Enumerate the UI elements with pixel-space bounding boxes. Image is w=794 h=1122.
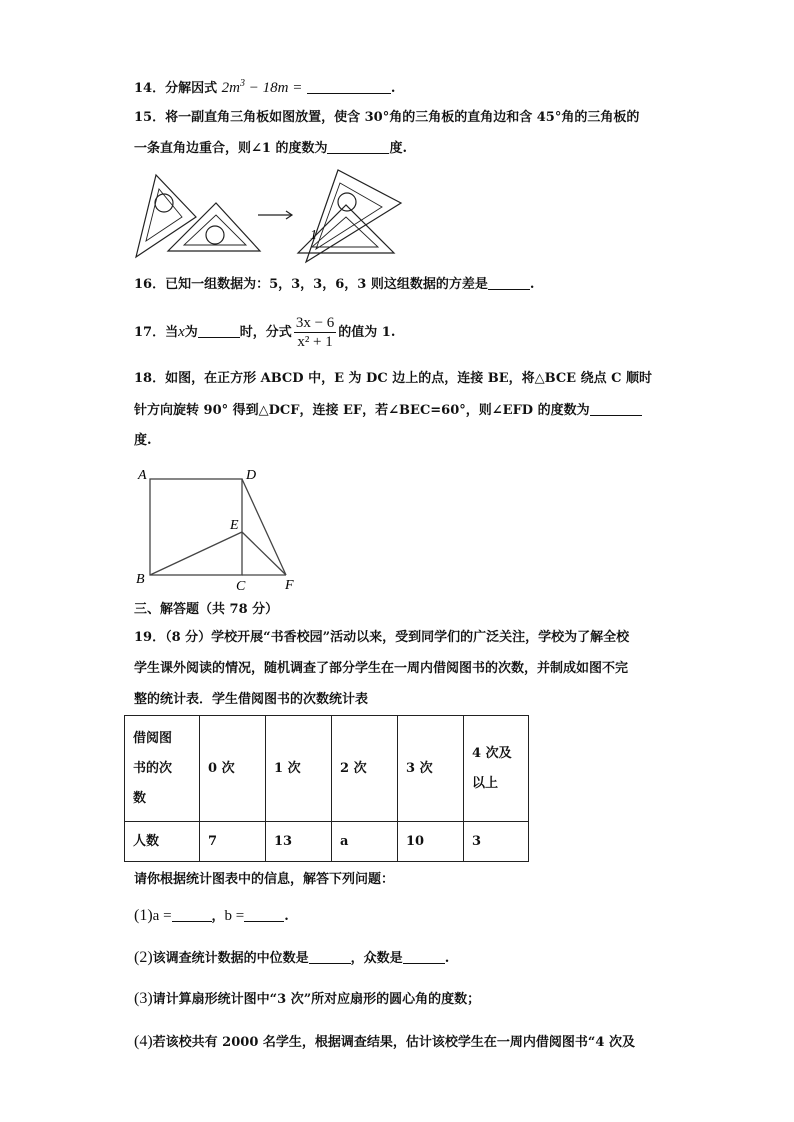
q17-answer-blank[interactable] — [198, 323, 240, 338]
table-header-row — [125, 716, 529, 822]
q19-part-3: (3)请计算扇形统计图中“3 次”所对应扇形的圆心角的度数； — [134, 990, 481, 1007]
q19-part-1: (1)a = ，b = . — [134, 907, 289, 924]
value-cell: 13 — [266, 822, 332, 862]
value-cell: a — [332, 822, 398, 862]
median-answer-blank[interactable] — [309, 949, 351, 964]
value-cell: 10 — [398, 822, 464, 862]
header-cell: 0 次 — [200, 716, 266, 822]
triangle-hole-circle — [338, 193, 356, 211]
header-cell: 1 次 — [266, 716, 332, 822]
value-cell: 7 — [200, 822, 266, 862]
section-3-title: 三、解答题（共 78 分） — [134, 602, 279, 617]
question-16: 16．已知一组数据为：5，3，3，6，3 则这组数据的方差是 . — [134, 277, 535, 292]
q19-part-2: (2)该调查统计数据的中位数是 ，众数是 . — [134, 949, 450, 966]
q16-answer-blank[interactable] — [488, 275, 530, 290]
question-18-line2: 针方向旋转 90° 得到△DCF，连接 EF，若∠BEC=60°，则∠EFD 的度数为 — [134, 401, 642, 421]
header-cell: 2 次 — [332, 716, 398, 822]
q18-answer-blank[interactable] — [590, 401, 642, 416]
q19-part-4: (4)若该校共有 2000 名学生，根据调查结果，估计该校学生在一周内借阅图书“4 次及 — [134, 1033, 635, 1050]
angle-1-label: 1 — [310, 228, 317, 243]
point-a-label: A — [138, 468, 147, 483]
question-15-line1: 15．将一副直角三角板如图放置，使含 30°角的三角板的直角边和含 45°角的三角板的 — [134, 110, 640, 125]
borrowing-stats-table — [124, 715, 529, 862]
q18-number: 18． — [134, 371, 166, 386]
question-19-line3: 整的统计表．学生借阅图书的次数统计表 — [134, 692, 369, 707]
segment-df — [242, 479, 286, 575]
point-c-label: C — [236, 579, 246, 592]
q14-text: 分解因式 — [165, 81, 218, 96]
point-d-label: D — [246, 468, 257, 483]
square-abcd — [150, 479, 242, 575]
q16-number: 16． — [134, 277, 166, 292]
question-17: 17．当x为 时，分式 $\frac{3x - 6}{\text{x² + 1}}$ 的值为 1. — [134, 315, 396, 350]
q17-number: 17． — [134, 325, 166, 340]
value-cell: 3 — [464, 822, 529, 862]
question-14: 14．分解因式 $2m^3 - 18m$ = . — [134, 78, 396, 96]
point-f-label: F — [285, 578, 294, 592]
q18-square-figure — [130, 462, 310, 592]
question-18-line1: 18．如图，在正方形 ABCD 中，E 为 DC 边上的点，连接 BE，将△BCE 绕点 C 顺时 — [134, 371, 653, 386]
mode-answer-blank[interactable] — [403, 949, 445, 964]
table-row — [125, 822, 529, 862]
q14-answer-blank[interactable] — [307, 79, 391, 94]
question-19-line2: 学生课外阅读的情况，随机调查了部分学生在一周内借阅图书的次数，并制成如图不完 — [134, 661, 629, 676]
q15-answer-blank[interactable] — [327, 139, 389, 154]
q17-fraction: $\frac{3x - 6}{\text{x² + 1}}$ — [295, 315, 335, 350]
q14-number: 14． — [134, 81, 166, 96]
segment-be — [150, 532, 242, 575]
answer-a-blank[interactable] — [172, 907, 212, 922]
header-cell-label: 借阅图 书的次 数 — [125, 716, 200, 822]
segment-ef — [242, 532, 286, 575]
row-label-cell: 人数 — [125, 822, 200, 862]
question-19-line1: 19．（8 分）学校开展“书香校园”活动以来，受到同学们的广泛关注，学校为了解全校 — [134, 630, 630, 645]
q15-triangles-figure — [126, 165, 406, 265]
point-b-label: B — [136, 572, 145, 587]
answer-b-blank[interactable] — [244, 907, 284, 922]
set-square-30-right — [306, 170, 401, 262]
header-cell: 3 次 — [398, 716, 464, 822]
triangle-hole-circle — [206, 226, 224, 244]
q19-intro: 请你根据统计图表中的信息，解答下列问题： — [134, 872, 395, 887]
header-cell: 4 次及 以上 — [464, 716, 529, 822]
question-15-line2: 一条直角边重合，则∠1 的度数为 度. — [134, 141, 407, 156]
q14-expression: $2m^3 - 18m$ = — [221, 78, 303, 96]
q15-number: 15． — [134, 110, 166, 125]
question-18-line3: 度. — [134, 433, 152, 448]
point-e-label: E — [230, 518, 239, 533]
